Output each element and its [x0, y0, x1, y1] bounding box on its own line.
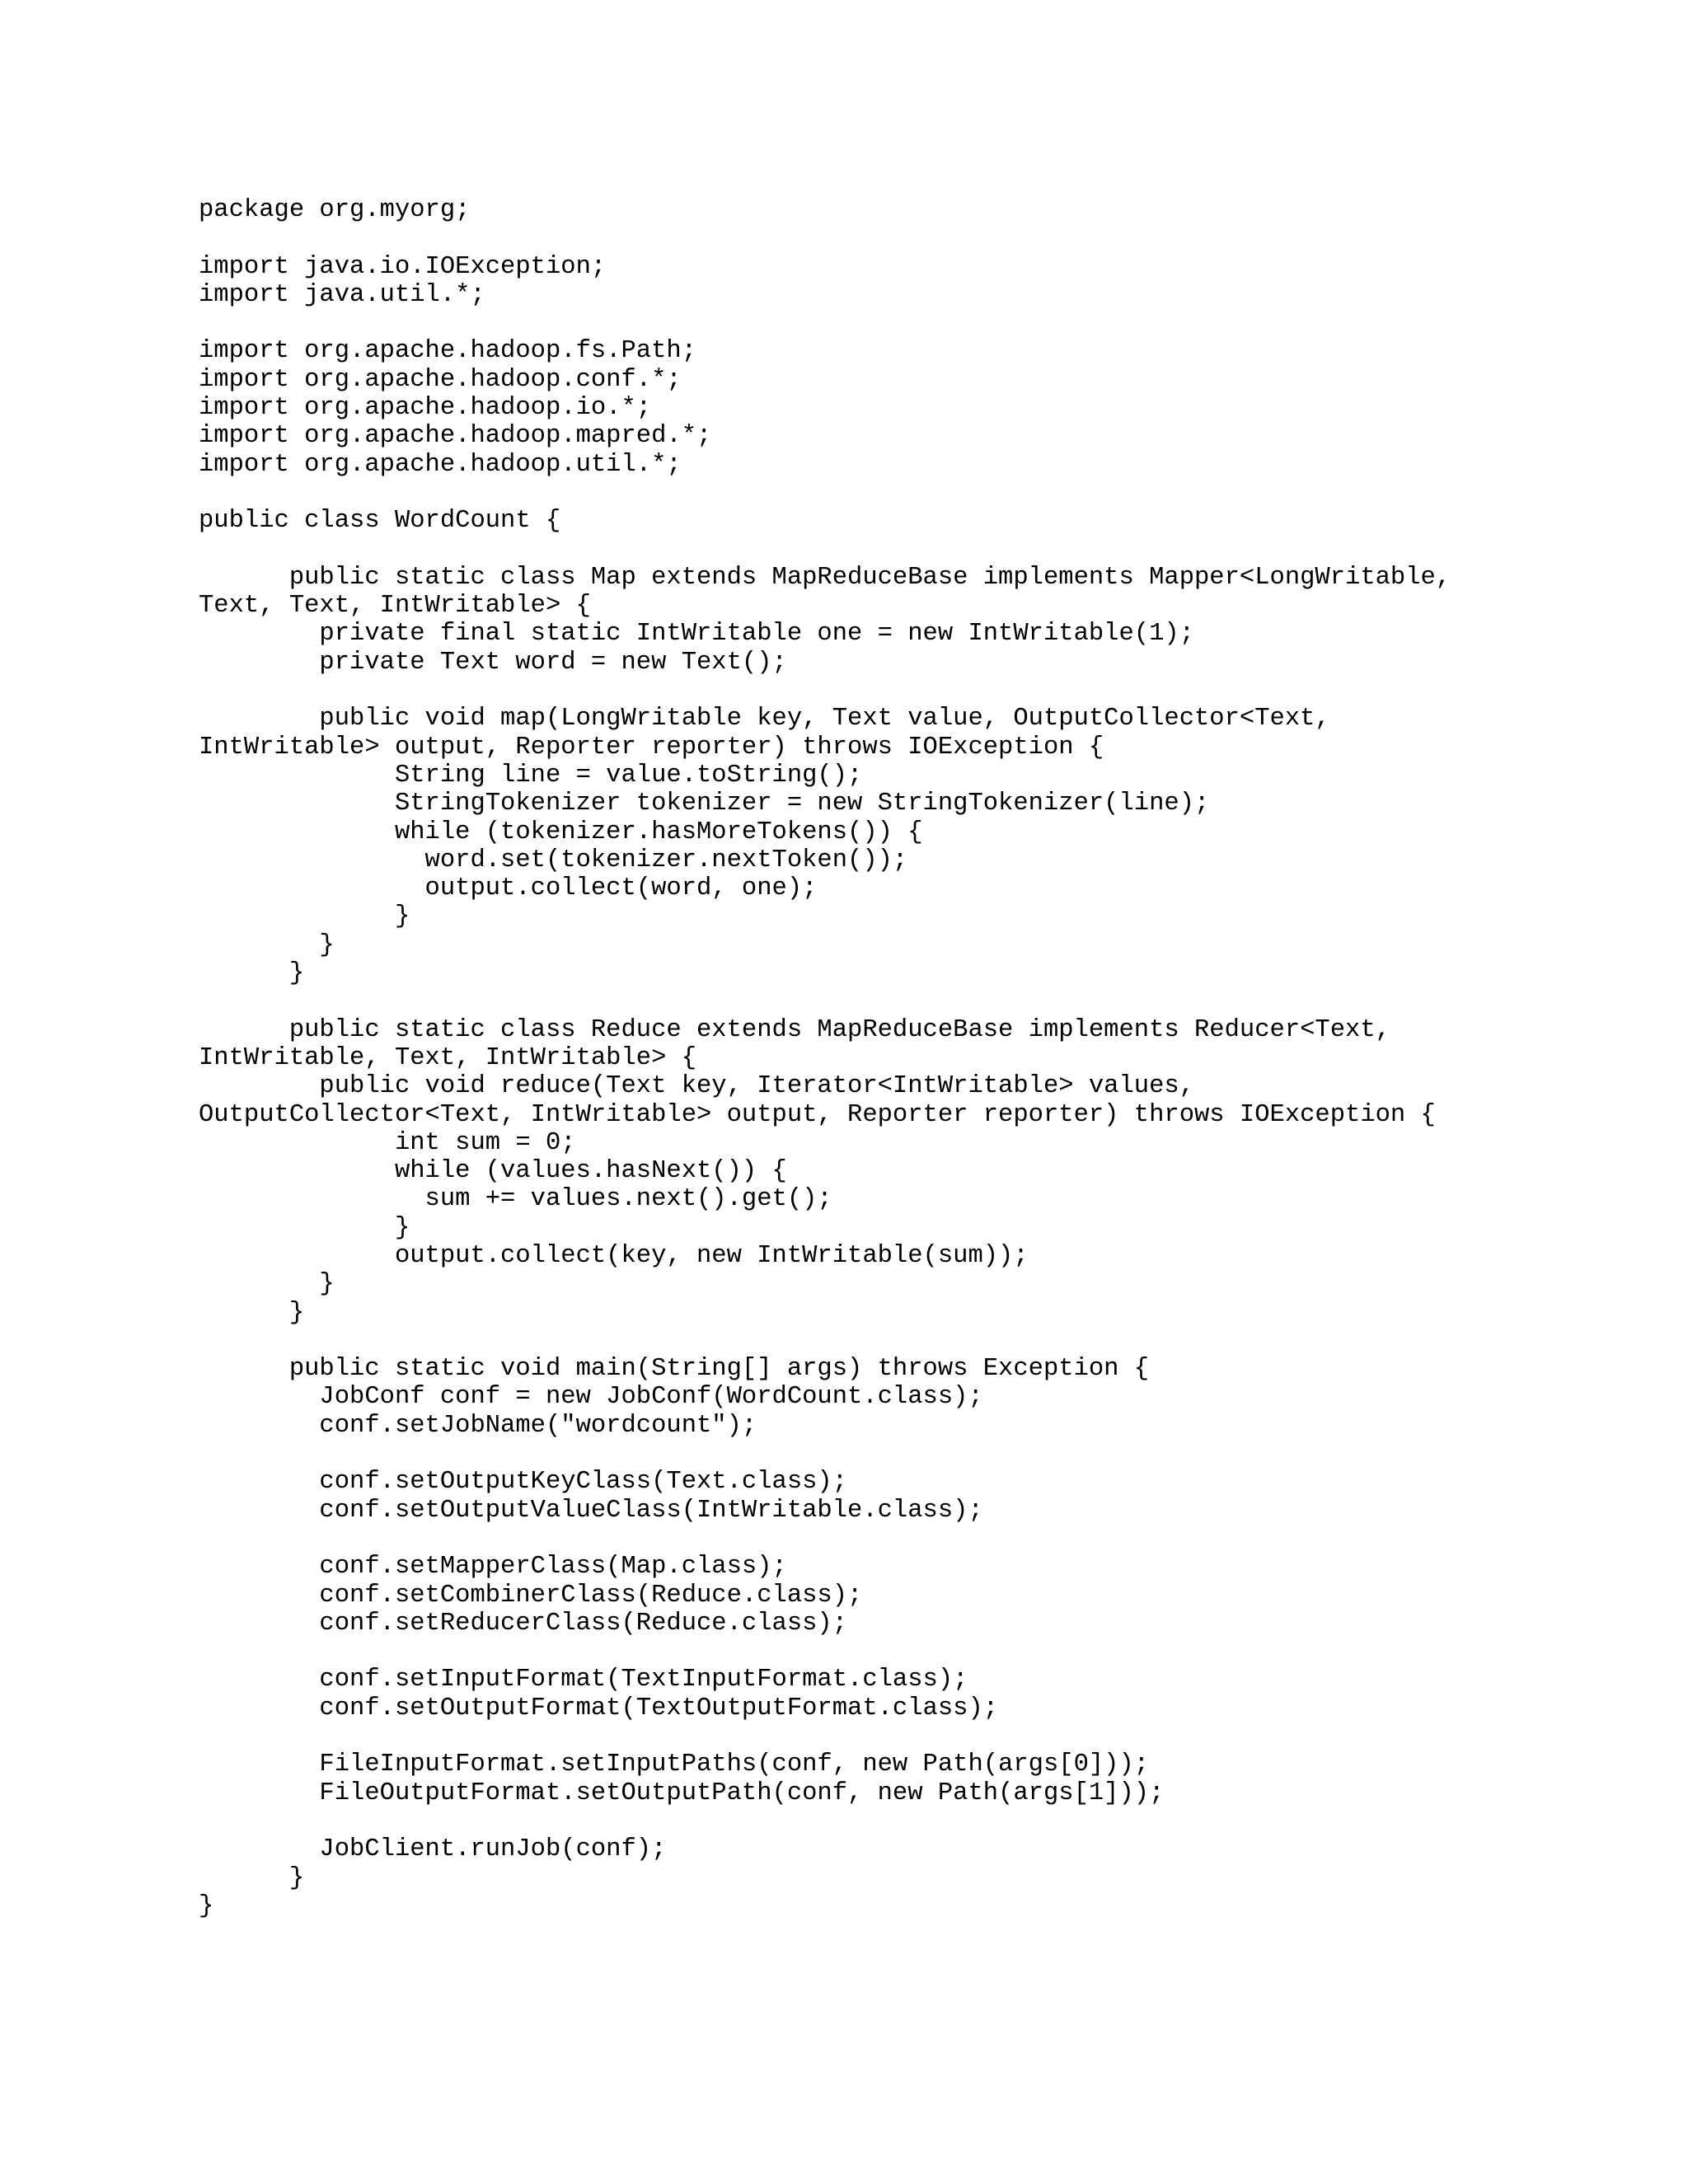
code-line: JobClient.runJob(conf);	[199, 1835, 667, 1864]
code-line: public class WordCount {	[199, 507, 561, 536]
code-line: import org.apache.hadoop.fs.Path;	[199, 337, 696, 366]
code-line: import org.apache.hadoop.util.*;	[199, 450, 682, 479]
code-line: FileInputFormat.setInputPaths(conf, new Path(args[0]));	[199, 1750, 1150, 1779]
code-line: }	[199, 1298, 305, 1327]
code-line: Text, Text, IntWritable> {	[199, 592, 591, 621]
code-line	[199, 224, 1451, 252]
code-line: conf.setJobName("wordcount");	[199, 1411, 757, 1440]
code-line: public void map(LongWritable key, Text value, OutputCollector<Text,	[199, 705, 1330, 733]
code-line	[199, 1807, 1451, 1835]
code-line: private final static IntWritable one = new IntWritable(1);	[199, 620, 1194, 649]
code-line: import org.apache.hadoop.io.*;	[199, 394, 652, 423]
code-line: conf.setOutputValueClass(IntWritable.class);	[199, 1496, 983, 1525]
code-line: int sum = 0;	[199, 1128, 576, 1157]
code-line: FileOutputFormat.setOutputPath(conf, new Path(args[1]));	[199, 1779, 1165, 1807]
code-line: StringTokenizer tokenizer = new StringTokenizer(line);	[199, 790, 1210, 818]
code-line	[199, 1525, 1451, 1553]
code-line	[199, 987, 1451, 1015]
code-line: OutputCollector<Text, IntWritable> output, Reporter reporter) throws IOException {	[199, 1100, 1436, 1129]
code-line: IntWritable> output, Reporter reporter) throws IOException {	[199, 733, 1104, 762]
code-line: while (tokenizer.hasMoreTokens()) {	[199, 818, 923, 846]
code-line: JobConf conf = new JobConf(WordCount.class);	[199, 1383, 983, 1412]
code-line: conf.setReducerClass(Reduce.class);	[199, 1609, 848, 1638]
code-line: import java.util.*;	[199, 280, 485, 309]
code-line: import org.apache.hadoop.mapred.*;	[199, 422, 712, 451]
code-line: public static class Reduce extends MapReduceBase implements Reducer<Text,	[199, 1015, 1390, 1044]
code-line: while (values.hasNext()) {	[199, 1157, 787, 1186]
code-line: sum += values.next().get();	[199, 1185, 832, 1214]
code-listing	[199, 196, 1451, 1920]
code-line	[199, 1638, 1451, 1666]
code-line: }	[199, 902, 410, 931]
code-line: String line = value.toString();	[199, 761, 863, 790]
code-line: conf.setOutputFormat(TextOutputFormat.class);	[199, 1694, 999, 1722]
code-line: package org.myorg;	[199, 196, 471, 224]
code-line: public static void main(String[] args) throws Exception {	[199, 1355, 1150, 1384]
code-line: import org.apache.hadoop.conf.*;	[199, 365, 682, 394]
code-line: }	[199, 930, 335, 959]
code-line	[199, 536, 1451, 564]
code-line: }	[199, 1891, 214, 1920]
code-line: import java.io.IOException;	[199, 252, 607, 281]
code-line: }	[199, 1863, 305, 1892]
code-line: output.collect(key, new IntWritable(sum));	[199, 1241, 1029, 1270]
code-line: IntWritable, Text, IntWritable> {	[199, 1043, 696, 1072]
code-line: public void reduce(Text key, Iterator<IntWritable> values,	[199, 1072, 1194, 1101]
code-line: public static class Map extends MapReduceBase implements Mapper<LongWritable,	[199, 563, 1451, 592]
code-line: }	[199, 959, 305, 988]
code-line: private Text word = new Text();	[199, 648, 787, 677]
code-line: }	[199, 1270, 335, 1299]
code-line	[199, 1722, 1451, 1750]
code-line: conf.setMapperClass(Map.class);	[199, 1553, 787, 1582]
code-line: }	[199, 1213, 410, 1242]
code-line: conf.setOutputKeyClass(Text.class);	[199, 1468, 848, 1497]
code-line: word.set(tokenizer.nextToken());	[199, 846, 908, 874]
code-line	[199, 479, 1451, 507]
code-line: conf.setCombinerClass(Reduce.class);	[199, 1581, 863, 1610]
code-line	[199, 309, 1451, 337]
code-line	[199, 1327, 1451, 1355]
code-line: conf.setInputFormat(TextInputFormat.class);	[199, 1666, 968, 1694]
code-line	[199, 677, 1451, 705]
code-line: output.collect(word, one);	[199, 874, 818, 903]
code-line	[199, 1440, 1451, 1468]
